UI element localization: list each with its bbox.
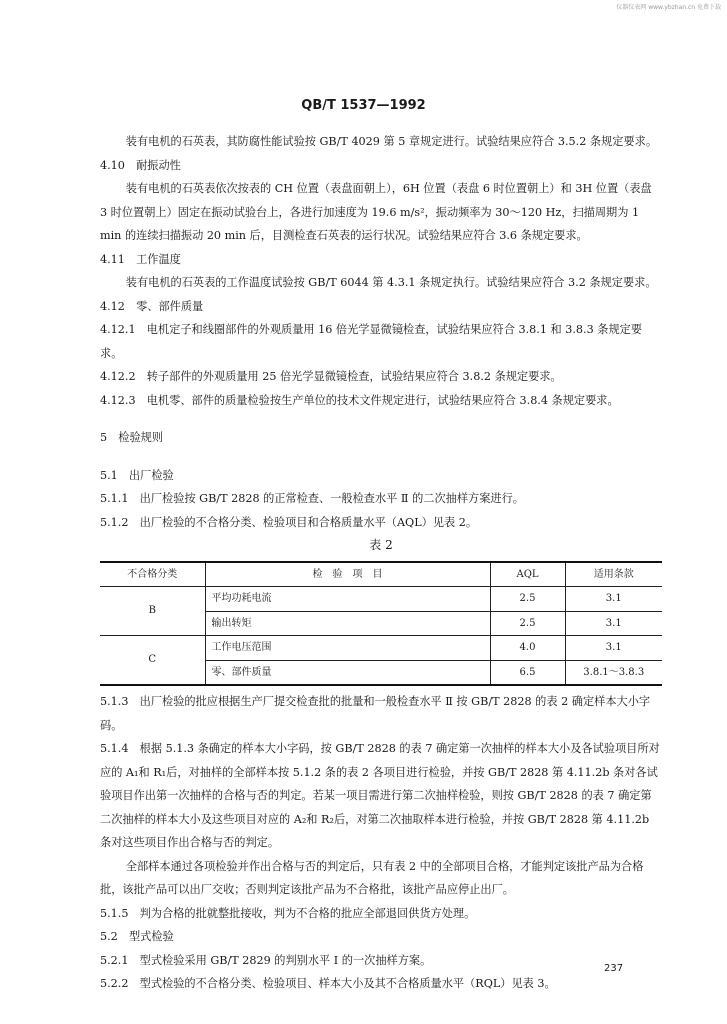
category-cell: B xyxy=(100,587,205,636)
header-category: 不合格分类 xyxy=(100,562,205,587)
table-row xyxy=(100,587,662,612)
item-cell: 平均功耗电流 xyxy=(205,587,490,612)
clause-cell: 3.1 xyxy=(565,636,662,661)
clause-4-11: 4.11 工作温度 xyxy=(100,252,181,266)
table-row xyxy=(100,636,662,661)
clause-4-12-1: 4.12.1 电机定子和线圈部件的外观质量用 16 倍光学显微镜检查，试验结果应符合 3.8.1 和 3.8.3 条规定要求。 xyxy=(100,323,643,360)
clause-4-12: 4.12 零、部件质量 xyxy=(100,299,204,313)
clause-5-1-1: 5.1.1 出厂检验按 GB/T 2828 的正常检查、一般检查水平 Ⅱ 的二次抽样方案进行。 xyxy=(100,492,524,505)
clause-5-1: 5.1 出厂检验 xyxy=(100,468,174,482)
watermark: 仪器仪表网 www.ybzhan.cn 免费下载 xyxy=(616,4,721,11)
clause-5-2: 5.2 型式检验 xyxy=(100,930,174,943)
table-title: 表 2 xyxy=(369,538,393,552)
inspection-table xyxy=(100,561,662,687)
clause-5-1-4: 5.1.4 根据 5.1.3 条确定的样本大小字码，按 GB/T 2828 的表 7 确定第一次抽样的样本大小及各试验项目所对应的 A₁和 R₁后，对抽样的全部样本按 5.1.2 条的表 2 各项目进行检验，并按 GB/T 2828 第 4.11.2b 条对各试验项目作出第一次抽样的合格与否的判定。若某一项目需进行第二次抽样检验，则按 GB/T 2828 的表 7 确定第二次抽样的样本大小及这些项目对应的 A₂和 R₂后，对第二次抽取样本进行检验，并按 GB/T 2828 第 4.11.2b 条对这些项目作出合格与否的判定。 xyxy=(100,742,660,849)
paragraph-vibration: 装有电机的石英表依次按表的 CH 位置（表盘面朝上），6H 位置（表盘 6 时位置朝上）和 3H 位置（表盘 3 时位置朝上）固定在振动试验台上，各进行加速度为 19.6 m/s²，振动频率为 30～120 Hz，扫描周期为 1 min 的连续扫描振动 20 min 后，目测检查石英表的运行状况。试验结果应符合 3.6 条规定要求。 xyxy=(100,182,652,242)
clause-5-1-5: 5.1.5 判为合格的批就整批接收，判为不合格的批应全部退回供货方处理。 xyxy=(100,906,476,920)
clause-cell: 3.8.1～3.8.3 xyxy=(565,660,662,685)
aql-cell: 2.5 xyxy=(490,611,565,636)
aql-cell: 4.0 xyxy=(490,636,565,661)
clause-4-12-2: 4.12.2 转子部件的外观质量用 25 倍光学显微镜检查，试验结果应符合 3.8.2 条规定要求。 xyxy=(100,370,562,383)
document-body xyxy=(100,130,662,996)
item-cell: 零、部件质量 xyxy=(205,660,490,685)
header-clause: 适用条款 xyxy=(565,562,662,587)
paragraph-judgement: 全部样本通过各项检验并作出合格与否的判定后，只有表 2 中的全部项目合格，才能判定该批产品为合格批，该批产品可以出厂交收；否则判定该批产品为不合格批，该批产品应停止出厂。 xyxy=(100,859,644,896)
clause-5-1-2: 5.1.2 出厂检验的不合格分类、检验项目和合格质量水平（AQL）见表 2。 xyxy=(100,515,478,529)
aql-cell: 6.5 xyxy=(490,660,565,685)
standard-header: QB/T 1537—1992 xyxy=(301,98,426,113)
header-aql: AQL xyxy=(490,562,565,587)
clause-cell: 3.1 xyxy=(565,611,662,636)
header-item: 检 验 项 目 xyxy=(205,562,490,587)
category-cell: C xyxy=(100,636,205,686)
paragraph-temperature: 装有电机的石英表的工作温度试验按 GB/T 6044 第 4.3.1 条规定执行。试验结果应符合 3.2 条规定要求。 xyxy=(125,276,657,289)
clause-4-12-3: 4.12.3 电机零、部件的质量检验按生产单位的技术文件规定进行，试验结果应符合 3.8.4 条规定要求。 xyxy=(100,393,619,407)
page-number: 237 xyxy=(604,963,624,974)
paragraph-corrosion: 装有电机的石英表，其防腐性能试验按 GB/T 4029 第 5 章规定进行。试验结果应符合 3.5.2 条规定要求。 xyxy=(125,135,658,148)
aql-cell: 2.5 xyxy=(490,587,565,612)
clause-5-1-3: 5.1.3 出厂检验的批应根据生产厂提交检查批的批量和一般检查水平 Ⅱ 按 GB/T 2828 的表 2 确定样本大小字码。 xyxy=(100,695,651,732)
item-cell: 工作电压范围 xyxy=(205,636,490,661)
clause-4-10: 4.10 耐振动性 xyxy=(100,158,181,172)
item-cell: 输出转矩 xyxy=(205,611,490,636)
clause-5-2-2: 5.2.2 型式检验的不合格分类、检验项目、样本大小及其不合格质量水平（RQL）见表 3。 xyxy=(100,977,556,990)
clause-cell: 3.1 xyxy=(565,587,662,612)
section-5-title: 5 检验规则 xyxy=(100,431,164,444)
clause-5-2-1: 5.2.1 型式检验采用 GB/T 2829 的判别水平 Ⅰ 的一次抽样方案。 xyxy=(100,953,432,967)
